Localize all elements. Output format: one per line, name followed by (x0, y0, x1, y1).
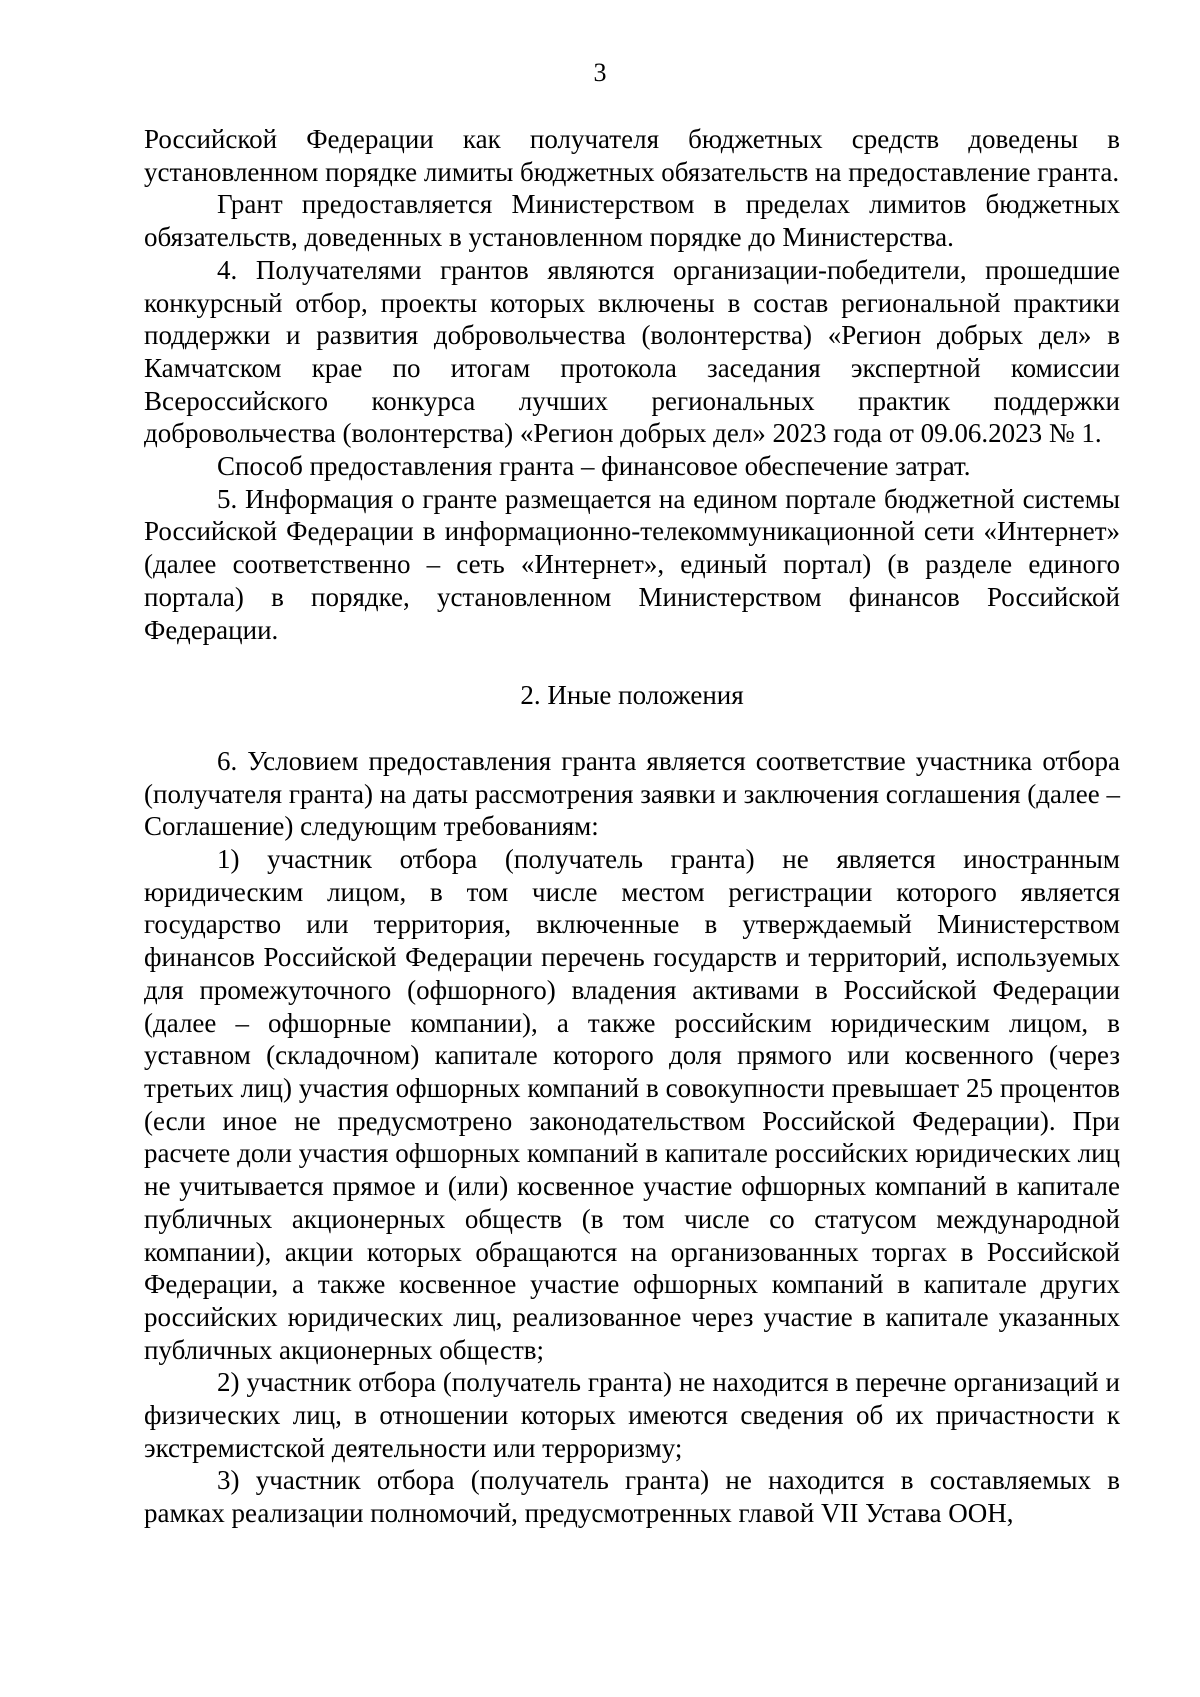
paragraph-continuation: Российской Федерации как получателя бюджетных средств доведены в установленном порядке лимиты бюджетных обязательств на предоставление гранта. (144, 124, 1120, 187)
document-body (144, 123, 1120, 1530)
paragraph-item-5: 5. Информация о гранте размещается на едином портале бюджетной системы Российской Федерации в информационно-телекоммуникационной сети «Интернет» (далее соответственно – сеть «Интернет», единый портал) (в разделе единого портала) в порядке, установленном Министерством финансов Российской Федерации. (144, 483, 1120, 645)
paragraph-grant-limits: Грант предоставляется Министерством в пределах лимитов бюджетных обязательств, доведенных в установленном порядке до Министерства. (144, 189, 1120, 253)
paragraph-subitem-2: 2) участник отбора (получатель гранта) не находится в перечне организаций и физических лиц, в отношении которых имеются сведения об их причастности к экстремистской деятельности или терроризму; (144, 1367, 1120, 1463)
paragraph-item-6: 6. Условием предоставления гранта является соответствие участника отбора (получателя гранта) на даты рассмотрения заявки и заключения соглашения (далее – Соглашение) следующим требованиям: (144, 745, 1120, 842)
section-heading: 2. Иные положения (520, 680, 744, 711)
page-number: 3 (593, 58, 607, 87)
paragraph-item-4: 4. Получателями грантов являются организации-победители, прошедшие конкурсный отбор, проекты которых включены в состав региональной практики поддержки и развития добровольчества (волонтерства) «Регион добрых дел» в Камчатском крае по итогам протокола заседания экспертной комиссии Всероссийского конкурса лучших региональных практик поддержки добровольчества (волонтерства) «Регион добрых дел» 2023 года от 09.06.2023 № 1. (144, 254, 1120, 449)
paragraph-subitem-3: 3) участник отбора (получатель гранта) не находится в составляемых в рамках реализации полномочий, предусмотренных главой VII Устава ООН, (144, 1465, 1120, 1529)
paragraph-subitem-1: 1) участник отбора (получатель гранта) не является иностранным юридическим лицом, в том числе местом регистрации которого является государство или территория, включенные в утверждаемый Министерством финансов Российской Федерации перечень государств и территорий, используемых для промежуточного (офшорного) владения активами в Российской Федерации (далее – офшорные компании), а также российским юридическим лицом, в уставном (складочном) капитале которого доля прямого или косвенного (через третьих лиц) участия офшорных компаний в совокупности превышает 25 процентов (если иное не предусмотрено законодательством Российской Федерации). При расчете доли участия офшорных компаний в капитале российских юридических лиц не учитывается прямое и (или) косвенное участие офшорных компаний в капитале публичных акционерных обществ (в том числе со статусом международной компании), акции которых обращаются на организованных торгах в Российской Федерации, а также косвенное участие офшорных компаний в капитале других российских юридических лиц, реализованное через участие в капитале указанных публичных акционерных обществ; (144, 844, 1120, 1365)
paragraph-grant-method: Способ предоставления гранта – финансовое обеспечение затрат. (217, 451, 971, 482)
